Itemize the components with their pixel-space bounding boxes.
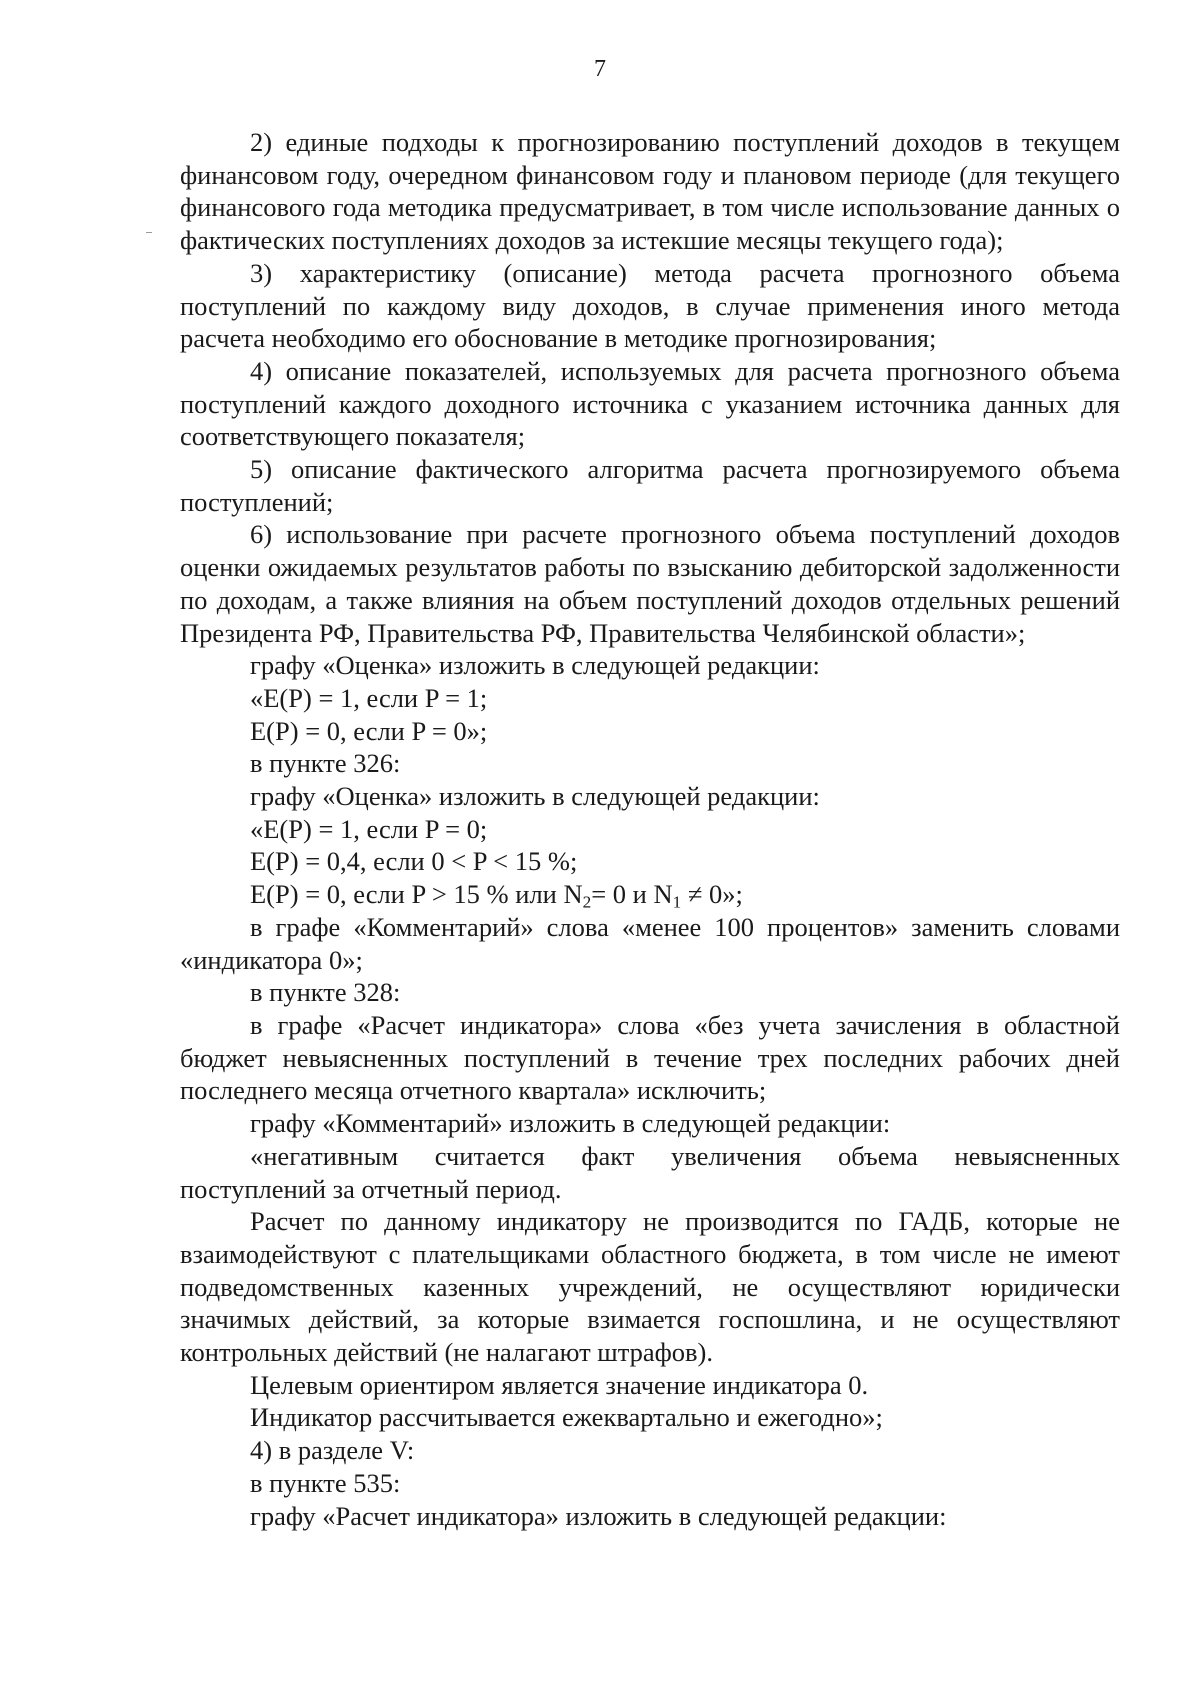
paragraph-comment-text: «негативным считается факт увеличения объема невыясненных поступлений за отчетный период. (180, 1140, 1120, 1204)
document-body (180, 126, 1120, 1532)
formula-line: «E(P) = 1, если P = 0; (250, 813, 488, 844)
paragraph-item-2: 2) единые подходы к прогнозированию поступлений доходов в текущем финансовом году, очередном финансовом году и плановом периоде (для текущего финансового года методика предусматривает, в том числе использование данных о фактических поступлениях доходов за истекшие месяцы текущего года); (180, 127, 1120, 256)
paragraph-item-6: 6) использование при расчете прогнозного объема поступлений доходов оценки ожидаемых результатов работы по взысканию дебиторской задолженности по доходам, а также влияния на объем поступлений доходов отдельных решений Президента РФ, Правительства РФ, Правительства Челябинской области»; (180, 519, 1120, 648)
clause-reference: в пункте 326: (250, 748, 401, 779)
paragraph-comment-replace: в графе «Комментарий» слова «менее 100 процентов» заменить словами «индикатора 0»; (180, 911, 1120, 975)
section-reference: 4) в разделе V: (250, 1435, 415, 1466)
formula-line: E(P) = 0,4, если 0 < P < 15 %; (250, 846, 578, 877)
clause-reference: в пункте 328: (250, 977, 401, 1008)
formula-line-subscripts: E(P) = 0, если P > 15 % или $N_2= 0$ и $N_1 \ne 0$»; (250, 879, 743, 912)
formula-line: E(P) = 0, если P = 0»; (250, 715, 488, 746)
paragraph-calculation-remove: в графе «Расчет индикатора» слова «без учета зачисления в областной бюджет невыясненных поступлений в течение трех последних рабочих дней последнего месяца отчетного квартала» исключить; (180, 1009, 1120, 1106)
paragraph-calculation-exception: Расчет по данному индикатору не производится по ГАДБ, которые не взаимодействуют с плательщиками областного бюджета, в том числе не имеют подведомственных казенных учреждений, не осуществляют юридически значимых действий, за которые взимается госпошлина, и не осуществляют контрольных действий (не налагают штрафов). (180, 1206, 1120, 1368)
clause-reference: в пункте 535: (250, 1467, 401, 1498)
scan-artifact (146, 232, 152, 233)
paragraph-item-5: 5) описание фактического алгоритма расчета прогнозируемого объема поступлений; (180, 454, 1120, 517)
page-number: 7 (594, 56, 606, 82)
formula-line: «E(P) = 1, если P = 1; (250, 682, 488, 713)
paragraph-target: Целевым ориентиром является значение индикатора 0. (250, 1369, 869, 1400)
paragraph-estimate-instruction: графу «Оценка» изложить в следующей редакции: (250, 781, 820, 812)
paragraph-item-4: 4) описание показателей, используемых для расчета прогнозного объема поступлений каждого доходного источника с указанием источника данных для соответствующего показателя; (180, 355, 1120, 452)
paragraph-frequency: Индикатор рассчитывается ежеквартально и ежегодно»; (250, 1402, 883, 1433)
paragraph-comment-instruction: графу «Комментарий» изложить в следующей редакции: (250, 1108, 891, 1139)
paragraph-item-3: 3) характеристику (описание) метода расчета прогнозного объема поступлений по каждому виду доходов, в случае применения иного метода расчета необходимо его обоснование в методике прогнозирования; (180, 257, 1120, 354)
paragraph-estimate-instruction: графу «Оценка» изложить в следующей редакции: (250, 650, 820, 681)
paragraph-calculation-instruction: графу «Расчет индикатора» изложить в следующей редакции: (250, 1500, 947, 1531)
